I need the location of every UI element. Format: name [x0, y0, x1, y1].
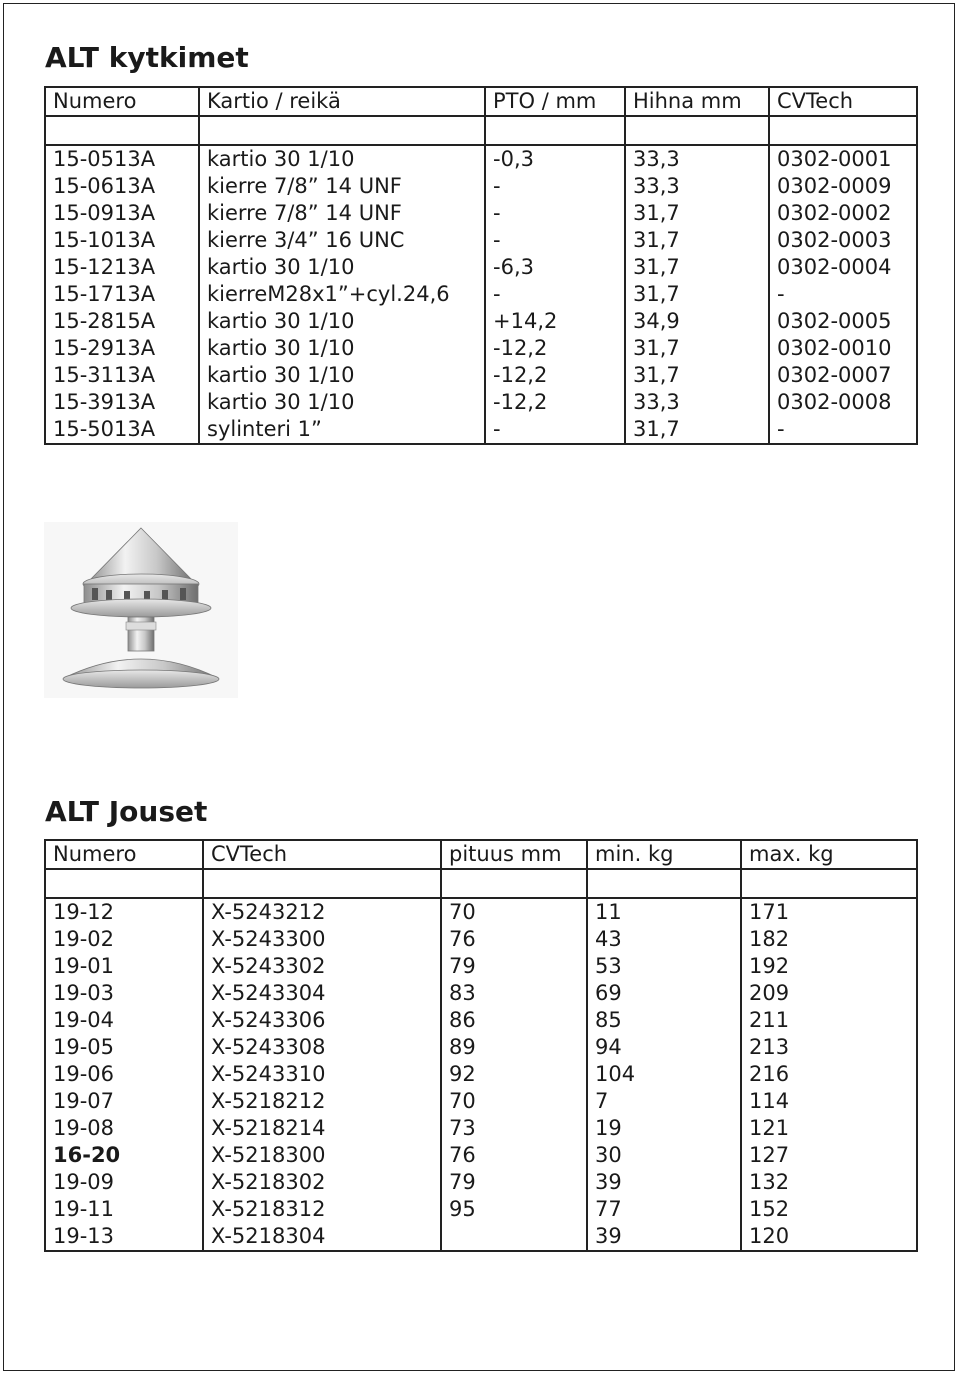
spring-cell: 104 [587, 1061, 741, 1088]
spring-cell: X-5218302 [203, 1169, 441, 1196]
spring-header-row [45, 840, 917, 869]
clutch-cell: kierre 7/8” 14 UNF [199, 200, 485, 227]
section-title-springs: ALT Jouset [45, 795, 208, 828]
spring-cell [587, 869, 741, 898]
spring-cell: 182 [741, 926, 917, 953]
spring-cell: 39 [587, 1169, 741, 1196]
clutch-cell: 15-2815A [45, 308, 199, 335]
spring-cell: 76 [441, 1142, 587, 1169]
clutch-cell: kartio 30 1/10 [199, 254, 485, 281]
spring-row [45, 1088, 917, 1115]
spring-cell [441, 1223, 587, 1251]
clutch-cell: 31,7 [625, 281, 769, 308]
clutch-cell: Kartio / reikä [199, 87, 485, 116]
spring-cell: X-5218214 [203, 1115, 441, 1142]
spring-cell: 19-01 [45, 953, 203, 980]
clutch-cell: 33,3 [625, 173, 769, 200]
spring-cell: 121 [741, 1115, 917, 1142]
spring-cell: 114 [741, 1088, 917, 1115]
spring-cell: Numero [45, 840, 203, 869]
spring-cell: 19-05 [45, 1034, 203, 1061]
clutch-cell: - [769, 281, 917, 308]
spring-cell: 70 [441, 1088, 587, 1115]
clutch-cell: 15-0613A [45, 173, 199, 200]
clutch-row [45, 308, 917, 335]
clutch-row [45, 173, 917, 200]
clutch-cell: kierre 7/8” 14 UNF [199, 173, 485, 200]
spring-cell: X-5243302 [203, 953, 441, 980]
spring-cell: 39 [587, 1223, 741, 1251]
clutch-cell: -12,2 [485, 362, 625, 389]
spring-row [45, 1223, 917, 1251]
spring-cell: 19-02 [45, 926, 203, 953]
spring-row [45, 953, 917, 980]
clutch-cell: kartio 30 1/10 [199, 308, 485, 335]
clutch-cell: - [769, 416, 917, 444]
spring-cell: 19 [587, 1115, 741, 1142]
clutch-cell: 0302-0003 [769, 227, 917, 254]
clutch-cell: 0302-0001 [769, 145, 917, 173]
clutch-row [45, 335, 917, 362]
clutch-cell: -12,2 [485, 389, 625, 416]
spring-cell: 211 [741, 1007, 917, 1034]
spring-cell: 171 [741, 898, 917, 926]
spring-cell: 7 [587, 1088, 741, 1115]
clutch-cell: 15-0913A [45, 200, 199, 227]
clutch-cell: kartio 30 1/10 [199, 362, 485, 389]
spring-cell [203, 869, 441, 898]
spring-cell: 192 [741, 953, 917, 980]
spring-cell: 19-09 [45, 1169, 203, 1196]
spring-cell: X-5243308 [203, 1034, 441, 1061]
clutch-cell: 0302-0004 [769, 254, 917, 281]
clutch-cell: 31,7 [625, 362, 769, 389]
spring-cell: 19-11 [45, 1196, 203, 1223]
clutch-cell [199, 116, 485, 145]
spring-cell: X-5243306 [203, 1007, 441, 1034]
spring-cell: 94 [587, 1034, 741, 1061]
clutch-cell: - [485, 227, 625, 254]
clutch-cell: 15-1713A [45, 281, 199, 308]
spring-cell: 209 [741, 980, 917, 1007]
clutch-cell: 15-0513A [45, 145, 199, 173]
spring-row [45, 980, 917, 1007]
spring-cell: X-5218300 [203, 1142, 441, 1169]
spring-cell: 70 [441, 898, 587, 926]
spring-cell: 79 [441, 1169, 587, 1196]
spring-cell [741, 869, 917, 898]
spring-cell: X-5243310 [203, 1061, 441, 1088]
spring-cell: max. kg [741, 840, 917, 869]
clutch-cell: - [485, 281, 625, 308]
clutch-cell: 31,7 [625, 200, 769, 227]
spring-table [44, 839, 918, 1252]
clutch-cell: 31,7 [625, 335, 769, 362]
spring-cell: 92 [441, 1061, 587, 1088]
spring-cell: 216 [741, 1061, 917, 1088]
spring-cell: X-5243304 [203, 980, 441, 1007]
clutch-cell: 31,7 [625, 227, 769, 254]
clutch-cell: 0302-0009 [769, 173, 917, 200]
clutch-row [45, 362, 917, 389]
clutch-cell: - [485, 416, 625, 444]
clutch-table [44, 86, 918, 445]
clutch-cell: -6,3 [485, 254, 625, 281]
clutch-cell: -0,3 [485, 145, 625, 173]
spring-cell: 69 [587, 980, 741, 1007]
spring-spacer-row [45, 869, 917, 898]
spring-cell: 43 [587, 926, 741, 953]
spring-row [45, 1061, 917, 1088]
clutch-cell: 15-1013A [45, 227, 199, 254]
spring-row [45, 1115, 917, 1142]
clutch-cell: kartio 30 1/10 [199, 335, 485, 362]
spring-cell: 152 [741, 1196, 917, 1223]
spring-cell: 79 [441, 953, 587, 980]
clutch-row [45, 389, 917, 416]
spring-cell: 73 [441, 1115, 587, 1142]
spring-row [45, 1142, 917, 1169]
clutch-cell: 0302-0010 [769, 335, 917, 362]
spring-cell: 120 [741, 1223, 917, 1251]
spring-row [45, 1169, 917, 1196]
spring-cell: 30 [587, 1142, 741, 1169]
clutch-cell: sylinteri 1” [199, 416, 485, 444]
clutch-photo [44, 522, 238, 698]
spring-row [45, 1034, 917, 1061]
clutch-cell: 15-3913A [45, 389, 199, 416]
spring-cell: 19-06 [45, 1061, 203, 1088]
clutch-cell [45, 116, 199, 145]
clutch-cell: CVTech [769, 87, 917, 116]
clutch-cell: 0302-0002 [769, 200, 917, 227]
spring-cell: 132 [741, 1169, 917, 1196]
spring-row [45, 926, 917, 953]
spring-cell: X-5218212 [203, 1088, 441, 1115]
clutch-cell: Hihna mm [625, 87, 769, 116]
spring-cell: X-5243212 [203, 898, 441, 926]
clutch-row [45, 416, 917, 444]
clutch-cell: 31,7 [625, 416, 769, 444]
clutch-cell: 15-3113A [45, 362, 199, 389]
spring-cell [45, 869, 203, 898]
spring-row [45, 898, 917, 926]
spring-cell: 95 [441, 1196, 587, 1223]
clutch-cell: kierreM28x1”+cyl.24,6 [199, 281, 485, 308]
clutch-row [45, 254, 917, 281]
spring-cell: 19-03 [45, 980, 203, 1007]
clutch-cell [485, 116, 625, 145]
spring-cell: 19-13 [45, 1223, 203, 1251]
clutch-spacer-row [45, 116, 917, 145]
clutch-cell: - [485, 200, 625, 227]
spring-cell: X-5218312 [203, 1196, 441, 1223]
spring-cell: 76 [441, 926, 587, 953]
spring-cell: 19-04 [45, 1007, 203, 1034]
clutch-cell [769, 116, 917, 145]
clutch-cell: - [485, 173, 625, 200]
spring-cell: 127 [741, 1142, 917, 1169]
clutch-cell: 0302-0008 [769, 389, 917, 416]
spring-cell: 85 [587, 1007, 741, 1034]
clutch-row [45, 281, 917, 308]
clutch-row [45, 200, 917, 227]
clutch-header-row [45, 87, 917, 116]
clutch-cell: +14,2 [485, 308, 625, 335]
spring-row [45, 1196, 917, 1223]
clutch-cell: 0302-0007 [769, 362, 917, 389]
spring-cell: 53 [587, 953, 741, 980]
clutch-cell: 15-5013A [45, 416, 199, 444]
clutch-cell: 31,7 [625, 254, 769, 281]
spring-cell: 11 [587, 898, 741, 926]
clutch-cell: kartio 30 1/10 [199, 389, 485, 416]
spring-cell: 86 [441, 1007, 587, 1034]
spring-cell: 19-08 [45, 1115, 203, 1142]
clutch-cell: Numero [45, 87, 199, 116]
clutch-cell: -12,2 [485, 335, 625, 362]
spring-cell [441, 869, 587, 898]
clutch-row [45, 227, 917, 254]
clutch-cell: 33,3 [625, 389, 769, 416]
spring-cell: 19-12 [45, 898, 203, 926]
spring-cell: 89 [441, 1034, 587, 1061]
clutch-cell: 33,3 [625, 145, 769, 173]
section-title-clutches: ALT kytkimet [45, 41, 249, 74]
clutch-cell: 34,9 [625, 308, 769, 335]
clutch-cell: 0302-0005 [769, 308, 917, 335]
spring-cell: X-5218304 [203, 1223, 441, 1251]
spring-cell: 213 [741, 1034, 917, 1061]
spring-row [45, 1007, 917, 1034]
clutch-cell: kartio 30 1/10 [199, 145, 485, 173]
spring-cell: pituus mm [441, 840, 587, 869]
clutch-cell [625, 116, 769, 145]
spring-cell: 19-07 [45, 1088, 203, 1115]
clutch-cell: 15-1213A [45, 254, 199, 281]
clutch-cell: kierre 3/4” 16 UNC [199, 227, 485, 254]
clutch-row [45, 145, 917, 173]
spring-cell: 16-20 [45, 1142, 203, 1169]
spring-cell: CVTech [203, 840, 441, 869]
spring-cell: X-5243300 [203, 926, 441, 953]
spring-cell: 77 [587, 1196, 741, 1223]
spring-cell: 83 [441, 980, 587, 1007]
clutch-cell: PTO / mm [485, 87, 625, 116]
spring-cell: min. kg [587, 840, 741, 869]
clutch-cell: 15-2913A [45, 335, 199, 362]
